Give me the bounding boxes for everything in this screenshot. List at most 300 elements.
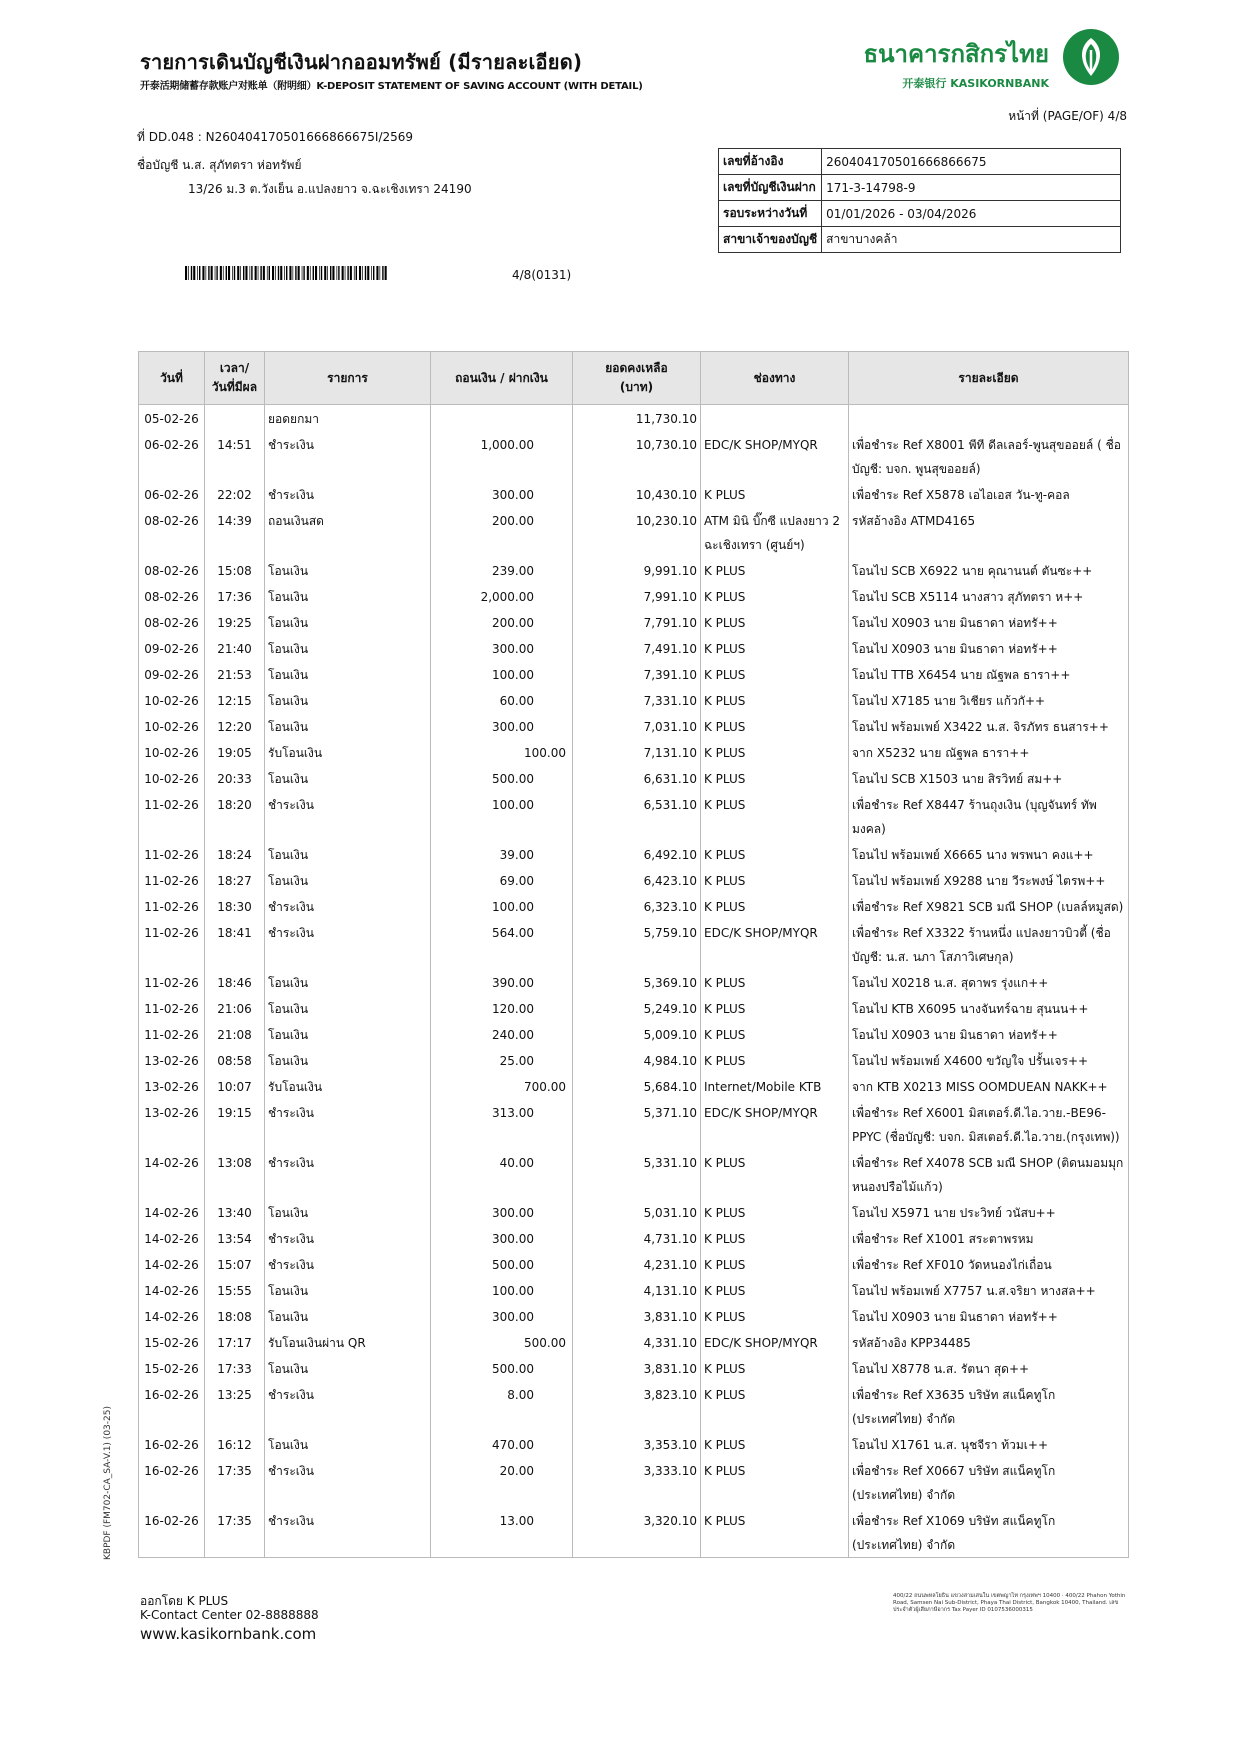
info-label: เลขที่บัญชีเงินฝาก bbox=[719, 175, 822, 201]
tx-time: 17:35 bbox=[205, 1507, 265, 1558]
tx-channel: Internet/Mobile KTB bbox=[701, 1073, 849, 1099]
tx-date: 08-02-26 bbox=[139, 507, 205, 557]
tx-channel: K PLUS bbox=[701, 609, 849, 635]
tx-item: ชำระเงิน bbox=[265, 481, 431, 507]
tx-amount: 239.00 bbox=[431, 557, 573, 583]
tx-detail: โอนไป X0218 น.ส. สุดาพร รุ่งแก++ bbox=[849, 969, 1129, 995]
tx-channel bbox=[701, 405, 849, 432]
tx-channel: ATM มินิ บิ๊กซี แปลงยาว 2 ฉะเชิงเทรา (ศูนย์ฯ) bbox=[701, 507, 849, 557]
tx-item: โอนเงิน bbox=[265, 583, 431, 609]
tx-detail: โอนไป พร้อมเพย์ X9288 นาย วีระพงษ์ ไตรพ++ bbox=[849, 867, 1129, 893]
tx-date: 11-02-26 bbox=[139, 867, 205, 893]
tx-channel: K PLUS bbox=[701, 557, 849, 583]
bank-website: www.kasikornbank.com bbox=[140, 1625, 317, 1643]
col-header-channel: ช่องทาง bbox=[701, 352, 849, 405]
tx-balance: 6,531.10 bbox=[573, 791, 701, 841]
tx-date: 16-02-26 bbox=[139, 1507, 205, 1558]
table-row bbox=[139, 867, 1129, 893]
col-header-date: วันที่ bbox=[139, 352, 205, 405]
tx-detail: โอนไป พร้อมเพย์ X7757 น.ส.จริยา หางสล++ bbox=[849, 1277, 1129, 1303]
tx-date: 13-02-26 bbox=[139, 1073, 205, 1099]
col-header-time-line1: เวลา/ bbox=[219, 361, 250, 375]
tx-time: 18:46 bbox=[205, 969, 265, 995]
tx-amount: 200.00 bbox=[431, 507, 573, 557]
tx-date: 11-02-26 bbox=[139, 1021, 205, 1047]
tx-balance: 7,391.10 bbox=[573, 661, 701, 687]
col-header-amount: ถอนเงิน / ฝากเงิน bbox=[431, 352, 573, 405]
table-row bbox=[139, 609, 1129, 635]
tx-item: โอนเงิน bbox=[265, 661, 431, 687]
table-row bbox=[139, 687, 1129, 713]
tx-detail: จาก X5232 นาย ณัฐพล ธารา++ bbox=[849, 739, 1129, 765]
info-label: รอบระหว่างวันที่ bbox=[719, 201, 822, 227]
tx-channel: K PLUS bbox=[701, 1303, 849, 1329]
tx-time: 18:24 bbox=[205, 841, 265, 867]
tx-channel: K PLUS bbox=[701, 893, 849, 919]
tx-item: ชำระเงิน bbox=[265, 893, 431, 919]
table-header-row bbox=[139, 352, 1129, 405]
info-value: สาขาบางคล้า bbox=[822, 227, 1121, 253]
tx-date: 06-02-26 bbox=[139, 481, 205, 507]
tx-amount: 500.00 bbox=[431, 765, 573, 791]
tx-detail: เพื่อชำระ Ref X1001 สระตาพรหม bbox=[849, 1225, 1129, 1251]
table-row bbox=[139, 1431, 1129, 1457]
tx-item: รับโอนเงินผ่าน QR bbox=[265, 1329, 431, 1355]
col-header-item: รายการ bbox=[265, 352, 431, 405]
barcode-code: 4/8(0131) bbox=[512, 268, 572, 282]
tx-detail: โอนไป SCB X5114 นางสาว สุภัทตรา ห++ bbox=[849, 583, 1129, 609]
tx-date: 11-02-26 bbox=[139, 919, 205, 969]
kasikorn-logo-icon bbox=[1062, 28, 1120, 86]
tx-time: 18:30 bbox=[205, 893, 265, 919]
table-row bbox=[139, 1277, 1129, 1303]
tx-time bbox=[205, 405, 265, 432]
tx-date: 10-02-26 bbox=[139, 713, 205, 739]
table-row bbox=[139, 1355, 1129, 1381]
tx-time: 10:07 bbox=[205, 1073, 265, 1099]
tx-channel: K PLUS bbox=[701, 739, 849, 765]
table-row bbox=[139, 1149, 1129, 1199]
col-header-balance bbox=[573, 352, 701, 405]
tx-date: 08-02-26 bbox=[139, 609, 205, 635]
tx-time: 18:20 bbox=[205, 791, 265, 841]
col-header-balance-line2: (บาท) bbox=[619, 380, 654, 394]
tx-date: 14-02-26 bbox=[139, 1149, 205, 1199]
account-info-table bbox=[718, 148, 1121, 253]
tx-amount: 700.00 bbox=[431, 1073, 573, 1099]
tx-date: 14-02-26 bbox=[139, 1225, 205, 1251]
tx-time: 21:53 bbox=[205, 661, 265, 687]
tx-channel: EDC/K SHOP/MYQR bbox=[701, 919, 849, 969]
tx-time: 21:40 bbox=[205, 635, 265, 661]
tx-date: 11-02-26 bbox=[139, 893, 205, 919]
table-row bbox=[139, 1457, 1129, 1507]
tx-amount: 300.00 bbox=[431, 1199, 573, 1225]
info-label: เลขที่อ้างอิง bbox=[719, 149, 822, 175]
tx-amount: 100.00 bbox=[431, 791, 573, 841]
tx-item: โอนเงิน bbox=[265, 867, 431, 893]
tx-date: 13-02-26 bbox=[139, 1047, 205, 1073]
tx-date: 16-02-26 bbox=[139, 1431, 205, 1457]
tx-amount: 39.00 bbox=[431, 841, 573, 867]
tx-time: 14:51 bbox=[205, 431, 265, 481]
tx-item: โอนเงิน bbox=[265, 1277, 431, 1303]
tx-amount: 100.00 bbox=[431, 1277, 573, 1303]
tx-item: โอนเงิน bbox=[265, 1047, 431, 1073]
tx-channel: K PLUS bbox=[701, 791, 849, 841]
tx-balance: 4,731.10 bbox=[573, 1225, 701, 1251]
tx-date: 14-02-26 bbox=[139, 1303, 205, 1329]
info-row bbox=[719, 175, 1121, 201]
tx-item: โอนเงิน bbox=[265, 969, 431, 995]
tx-date: 08-02-26 bbox=[139, 583, 205, 609]
col-header-balance-line1: ยอดคงเหลือ bbox=[605, 361, 668, 375]
tx-item: โอนเงิน bbox=[265, 1199, 431, 1225]
statement-subtitle: 开泰活期储蓄存款账户对账单（附明细）K-DEPOSIT STATEMENT OF SAVING ACCOUNT (WITH DETAIL) bbox=[140, 81, 643, 92]
tx-balance: 4,231.10 bbox=[573, 1251, 701, 1277]
tx-channel: K PLUS bbox=[701, 1047, 849, 1073]
tx-item: ยอดยกมา bbox=[265, 405, 431, 432]
table-row bbox=[139, 431, 1129, 481]
tx-item: ชำระเงิน bbox=[265, 1457, 431, 1507]
tx-detail: โอนไป X0903 นาย มินธาดา ห่อทรั++ bbox=[849, 1021, 1129, 1047]
tx-channel: EDC/K SHOP/MYQR bbox=[701, 1329, 849, 1355]
tx-item: โอนเงิน bbox=[265, 1355, 431, 1381]
tx-time: 12:20 bbox=[205, 713, 265, 739]
tx-date: 05-02-26 bbox=[139, 405, 205, 432]
tx-item: ชำระเงิน bbox=[265, 919, 431, 969]
tx-balance: 7,491.10 bbox=[573, 635, 701, 661]
form-code: KBPDF (FM702-CA_SA-V.1) (03-25) bbox=[103, 1406, 113, 1560]
info-row bbox=[719, 149, 1121, 175]
tx-channel: EDC/K SHOP/MYQR bbox=[701, 1099, 849, 1149]
table-row bbox=[139, 969, 1129, 995]
tx-amount: 500.00 bbox=[431, 1355, 573, 1381]
tx-balance: 4,984.10 bbox=[573, 1047, 701, 1073]
tx-amount: 20.00 bbox=[431, 1457, 573, 1507]
contact-center: K-Contact Center 02-8888888 bbox=[140, 1608, 319, 1622]
tx-item: ชำระเงิน bbox=[265, 431, 431, 481]
tx-detail: จาก KTB X0213 MISS OOMDUEAN NAKK++ bbox=[849, 1073, 1129, 1099]
tx-time: 15:55 bbox=[205, 1277, 265, 1303]
tx-date: 15-02-26 bbox=[139, 1329, 205, 1355]
tx-amount: 470.00 bbox=[431, 1431, 573, 1457]
tx-item: ชำระเงิน bbox=[265, 1099, 431, 1149]
tx-time: 20:33 bbox=[205, 765, 265, 791]
tx-item: โอนเงิน bbox=[265, 1431, 431, 1457]
tx-channel: K PLUS bbox=[701, 583, 849, 609]
tx-item: โอนเงิน bbox=[265, 765, 431, 791]
table-row bbox=[139, 1099, 1129, 1149]
tx-amount: 300.00 bbox=[431, 1225, 573, 1251]
table-row bbox=[139, 481, 1129, 507]
tx-balance: 6,423.10 bbox=[573, 867, 701, 893]
tx-channel: K PLUS bbox=[701, 765, 849, 791]
tx-channel: K PLUS bbox=[701, 1149, 849, 1199]
tx-detail: เพื่อชำระ Ref XF010 วัดหนองไก่เถื่อน bbox=[849, 1251, 1129, 1277]
tx-detail: เพื่อชำระ Ref X0667 บริษัท สแน็คทูโก (ประเทศไทย) จำกัด bbox=[849, 1457, 1129, 1507]
tx-time: 18:41 bbox=[205, 919, 265, 969]
tx-time: 18:08 bbox=[205, 1303, 265, 1329]
tx-date: 11-02-26 bbox=[139, 791, 205, 841]
table-row bbox=[139, 995, 1129, 1021]
table-row bbox=[139, 713, 1129, 739]
tx-channel: K PLUS bbox=[701, 1021, 849, 1047]
tx-balance: 4,331.10 bbox=[573, 1329, 701, 1355]
tx-amount: 564.00 bbox=[431, 919, 573, 969]
table-row bbox=[139, 739, 1129, 765]
tx-channel: K PLUS bbox=[701, 661, 849, 687]
tx-date: 11-02-26 bbox=[139, 969, 205, 995]
table-row bbox=[139, 1381, 1129, 1431]
tx-detail: โอนไป พร้อมเพย์ X3422 น.ส. จิรภัทร ธนสาร++ bbox=[849, 713, 1129, 739]
info-label: สาขาเจ้าของบัญชี bbox=[719, 227, 822, 253]
tx-amount: 100.00 bbox=[431, 893, 573, 919]
statement-title: รายการเดินบัญชีเงินฝากออมทรัพย์ (มีรายละเอียด) bbox=[140, 50, 583, 74]
tx-balance: 3,333.10 bbox=[573, 1457, 701, 1507]
tx-detail: เพื่อชำระ Ref X3635 บริษัท สแน็คทูโก (ประเทศไทย) จำกัด bbox=[849, 1381, 1129, 1431]
tx-balance: 3,831.10 bbox=[573, 1355, 701, 1381]
tx-amount: 120.00 bbox=[431, 995, 573, 1021]
table-row bbox=[139, 1073, 1129, 1099]
tx-balance: 9,991.10 bbox=[573, 557, 701, 583]
tx-item: โอนเงิน bbox=[265, 1021, 431, 1047]
tx-channel: K PLUS bbox=[701, 841, 849, 867]
tx-amount: 100.00 bbox=[431, 661, 573, 687]
tx-detail: เพื่อชำระ Ref X1069 บริษัท สแน็คทูโก (ประเทศไทย) จำกัด bbox=[849, 1507, 1129, 1558]
tx-time: 17:33 bbox=[205, 1355, 265, 1381]
bank-name-th: ธนาคารกสิกรไทย bbox=[863, 39, 1049, 68]
tx-amount: 500.00 bbox=[431, 1251, 573, 1277]
tx-detail: โอนไป X1761 น.ส. นุชจีรา ท้วมเ++ bbox=[849, 1431, 1129, 1457]
tx-channel: K PLUS bbox=[701, 1507, 849, 1558]
tx-time: 19:05 bbox=[205, 739, 265, 765]
tx-channel: K PLUS bbox=[701, 867, 849, 893]
tx-balance: 10,430.10 bbox=[573, 481, 701, 507]
tx-date: 06-02-26 bbox=[139, 431, 205, 481]
tx-item: โอนเงิน bbox=[265, 995, 431, 1021]
tx-amount: 300.00 bbox=[431, 635, 573, 661]
tx-amount: 2,000.00 bbox=[431, 583, 573, 609]
tx-time: 21:08 bbox=[205, 1021, 265, 1047]
table-row bbox=[139, 919, 1129, 969]
table-row bbox=[139, 557, 1129, 583]
tx-amount: 60.00 bbox=[431, 687, 573, 713]
tx-detail: รหัสอ้างอิง KPP34485 bbox=[849, 1329, 1129, 1355]
info-value: 171-3-14798-9 bbox=[822, 175, 1121, 201]
table-row bbox=[139, 841, 1129, 867]
table-row bbox=[139, 1329, 1129, 1355]
tx-balance: 3,831.10 bbox=[573, 1303, 701, 1329]
info-row bbox=[719, 201, 1121, 227]
tx-balance: 5,009.10 bbox=[573, 1021, 701, 1047]
tx-time: 13:25 bbox=[205, 1381, 265, 1431]
tx-amount: 25.00 bbox=[431, 1047, 573, 1073]
tx-time: 17:36 bbox=[205, 583, 265, 609]
tx-item: โอนเงิน bbox=[265, 557, 431, 583]
tx-date: 10-02-26 bbox=[139, 765, 205, 791]
tx-time: 14:39 bbox=[205, 507, 265, 557]
tx-date: 14-02-26 bbox=[139, 1277, 205, 1303]
account-address: 13/26 ม.3 ต.วังเย็น อ.แปลงยาว จ.ฉะเชิงเทรา 24190 bbox=[188, 182, 472, 196]
table-row bbox=[139, 507, 1129, 557]
tx-time: 13:40 bbox=[205, 1199, 265, 1225]
tx-item: โอนเงิน bbox=[265, 635, 431, 661]
tx-balance: 5,371.10 bbox=[573, 1099, 701, 1149]
table-row bbox=[139, 765, 1129, 791]
table-row bbox=[139, 1047, 1129, 1073]
tx-channel: K PLUS bbox=[701, 713, 849, 739]
table-row bbox=[139, 1225, 1129, 1251]
table-row bbox=[139, 1251, 1129, 1277]
tx-channel: K PLUS bbox=[701, 995, 849, 1021]
tx-channel: K PLUS bbox=[701, 1277, 849, 1303]
tx-date: 16-02-26 bbox=[139, 1381, 205, 1431]
bank-logo-text bbox=[863, 34, 1049, 91]
tx-balance: 6,631.10 bbox=[573, 765, 701, 791]
tx-detail: เพื่อชำระ Ref X8001 พีที ดีลเลอร์-พูนสุขออยล์ ( ชื่อบัญชี: บจก. พูนสุขออยล์) bbox=[849, 431, 1129, 481]
tx-channel: K PLUS bbox=[701, 1381, 849, 1431]
tx-balance: 7,131.10 bbox=[573, 739, 701, 765]
tx-channel: K PLUS bbox=[701, 969, 849, 995]
tx-date: 10-02-26 bbox=[139, 687, 205, 713]
tx-detail: เพื่อชำระ Ref X3322 ร้านหนึ่ง แปลงยาวบิวตี้ (ชื่อบัญชี: น.ส. นภา โสภาวิเศษกุล) bbox=[849, 919, 1129, 969]
transaction-table bbox=[138, 351, 1129, 1558]
table-row bbox=[139, 791, 1129, 841]
tx-item: ชำระเงิน bbox=[265, 1381, 431, 1431]
tx-date: 13-02-26 bbox=[139, 1099, 205, 1149]
tx-date: 10-02-26 bbox=[139, 739, 205, 765]
tx-date: 14-02-26 bbox=[139, 1251, 205, 1277]
tx-detail: เพื่อชำระ Ref X4078 SCB มณี SHOP (ติดนมอมมุกหนองปรือไม้แก้ว) bbox=[849, 1149, 1129, 1199]
tx-channel: K PLUS bbox=[701, 1355, 849, 1381]
tx-balance: 5,249.10 bbox=[573, 995, 701, 1021]
tx-time: 13:08 bbox=[205, 1149, 265, 1199]
table-row bbox=[139, 405, 1129, 432]
tx-amount: 313.00 bbox=[431, 1099, 573, 1149]
tx-detail: โอนไป X0903 นาย มินธาดา ห่อทรั++ bbox=[849, 635, 1129, 661]
tx-amount: 500.00 bbox=[431, 1329, 573, 1355]
tx-time: 12:15 bbox=[205, 687, 265, 713]
tx-detail: โอนไป พร้อมเพย์ X4600 ขวัญใจ ปรั้นเจร++ bbox=[849, 1047, 1129, 1073]
bank-name-en: 开泰银行 KASIKORNBANK bbox=[902, 77, 1049, 90]
tx-amount: 300.00 bbox=[431, 481, 573, 507]
tx-balance: 7,991.10 bbox=[573, 583, 701, 609]
tx-item: ชำระเงิน bbox=[265, 1149, 431, 1199]
tx-date: 09-02-26 bbox=[139, 661, 205, 687]
issued-by: ออกโดย K PLUS bbox=[140, 1594, 229, 1608]
info-value: 260404170501666866675 bbox=[822, 149, 1121, 175]
tx-amount: 200.00 bbox=[431, 609, 573, 635]
tx-detail: โอนไป SCB X6922 นาย คุณานนต์ ตันซะ++ bbox=[849, 557, 1129, 583]
tx-channel: EDC/K SHOP/MYQR bbox=[701, 431, 849, 481]
tx-time: 15:07 bbox=[205, 1251, 265, 1277]
tx-channel: K PLUS bbox=[701, 1225, 849, 1251]
table-row bbox=[139, 1021, 1129, 1047]
tx-item: โอนเงิน bbox=[265, 609, 431, 635]
tx-detail: โอนไป X5971 นาย ประวิทย์ วนัสบ++ bbox=[849, 1199, 1129, 1225]
tx-balance: 4,131.10 bbox=[573, 1277, 701, 1303]
tx-date: 16-02-26 bbox=[139, 1457, 205, 1507]
table-row bbox=[139, 1303, 1129, 1329]
tx-balance: 10,230.10 bbox=[573, 507, 701, 557]
tx-date: 11-02-26 bbox=[139, 995, 205, 1021]
info-row bbox=[719, 227, 1121, 253]
barcode-icon bbox=[185, 266, 390, 280]
tx-time: 13:54 bbox=[205, 1225, 265, 1251]
tx-balance: 11,730.10 bbox=[573, 405, 701, 432]
tx-time: 19:25 bbox=[205, 609, 265, 635]
tx-detail bbox=[849, 405, 1129, 432]
tx-item: โอนเงิน bbox=[265, 1303, 431, 1329]
table-row bbox=[139, 583, 1129, 609]
tx-detail: เพื่อชำระ Ref X6001 มิสเตอร์.ดี.ไอ.วาย.-BE96-PPYC (ชื่อบัญชี: บจก. มิสเตอร์.ดี.ไอ.วาย.(กรุงเทพ)) bbox=[849, 1099, 1129, 1149]
tx-date: 11-02-26 bbox=[139, 841, 205, 867]
table-row bbox=[139, 1507, 1129, 1558]
tx-time: 08:58 bbox=[205, 1047, 265, 1073]
col-header-detail: รายละเอียด bbox=[849, 352, 1129, 405]
table-row bbox=[139, 661, 1129, 687]
document-reference: ที่ DD.048 : N260404170501666866675I/2569 bbox=[137, 130, 414, 144]
col-header-time bbox=[205, 352, 265, 405]
tx-time: 18:27 bbox=[205, 867, 265, 893]
tx-balance: 3,353.10 bbox=[573, 1431, 701, 1457]
tx-time: 21:06 bbox=[205, 995, 265, 1021]
tx-balance: 5,331.10 bbox=[573, 1149, 701, 1199]
tx-balance: 10,730.10 bbox=[573, 431, 701, 481]
tx-balance: 7,031.10 bbox=[573, 713, 701, 739]
tx-balance: 5,684.10 bbox=[573, 1073, 701, 1099]
tx-date: 15-02-26 bbox=[139, 1355, 205, 1381]
bank-address-fineprint: 400/22 ถนนพหลโยธิน แขวงสามเสนใน เขตพญาไท กรุงเทพฯ 10400 · 400/22 Phahon Yothin Road, Samsen Nai Sub-District, Phaya Thai District, Bangkok 10400, Thailand. เลขประจำตัวผู้เสียภาษีอากร Tax Payer ID 0107536000315 bbox=[893, 1593, 1126, 1613]
tx-channel: K PLUS bbox=[701, 481, 849, 507]
tx-balance: 7,331.10 bbox=[573, 687, 701, 713]
tx-item: ชำระเงิน bbox=[265, 791, 431, 841]
tx-detail: เพื่อชำระ Ref X5878 เอไอเอส วัน-ทู-คอล bbox=[849, 481, 1129, 507]
tx-date: 14-02-26 bbox=[139, 1199, 205, 1225]
tx-item: โอนเงิน bbox=[265, 713, 431, 739]
tx-detail: รหัสอ้างอิง ATMD4165 bbox=[849, 507, 1129, 557]
table-row bbox=[139, 635, 1129, 661]
col-header-time-line2: วันที่มีผล bbox=[211, 380, 258, 394]
tx-channel: K PLUS bbox=[701, 1199, 849, 1225]
tx-balance: 5,759.10 bbox=[573, 919, 701, 969]
tx-date: 08-02-26 bbox=[139, 557, 205, 583]
tx-balance: 6,492.10 bbox=[573, 841, 701, 867]
tx-amount: 300.00 bbox=[431, 713, 573, 739]
tx-detail: โอนไป X0903 นาย มินธาดา ห่อทรั++ bbox=[849, 609, 1129, 635]
tx-item: โอนเงิน bbox=[265, 841, 431, 867]
tx-time: 17:17 bbox=[205, 1329, 265, 1355]
tx-time: 16:12 bbox=[205, 1431, 265, 1457]
page-number: หน้าที่ (PAGE/OF) 4/8 bbox=[1008, 109, 1127, 123]
tx-item: รับโอนเงิน bbox=[265, 1073, 431, 1099]
tx-detail: โอนไป KTB X6095 นางจันทร์ฉาย สุนนน++ bbox=[849, 995, 1129, 1021]
tx-balance: 5,369.10 bbox=[573, 969, 701, 995]
tx-item: รับโอนเงิน bbox=[265, 739, 431, 765]
tx-detail: โอนไป TTB X6454 นาย ณัฐพล ธารา++ bbox=[849, 661, 1129, 687]
tx-balance: 6,323.10 bbox=[573, 893, 701, 919]
table-row bbox=[139, 1199, 1129, 1225]
tx-item: ชำระเงิน bbox=[265, 1507, 431, 1558]
tx-amount bbox=[431, 405, 573, 432]
tx-amount: 8.00 bbox=[431, 1381, 573, 1431]
tx-balance: 3,320.10 bbox=[573, 1507, 701, 1558]
tx-detail: โอนไป พร้อมเพย์ X6665 นาง พรพนา คงแ++ bbox=[849, 841, 1129, 867]
tx-detail: โอนไป X8778 น.ส. รัตนา สุด++ bbox=[849, 1355, 1129, 1381]
tx-time: 19:15 bbox=[205, 1099, 265, 1149]
tx-amount: 100.00 bbox=[431, 739, 573, 765]
